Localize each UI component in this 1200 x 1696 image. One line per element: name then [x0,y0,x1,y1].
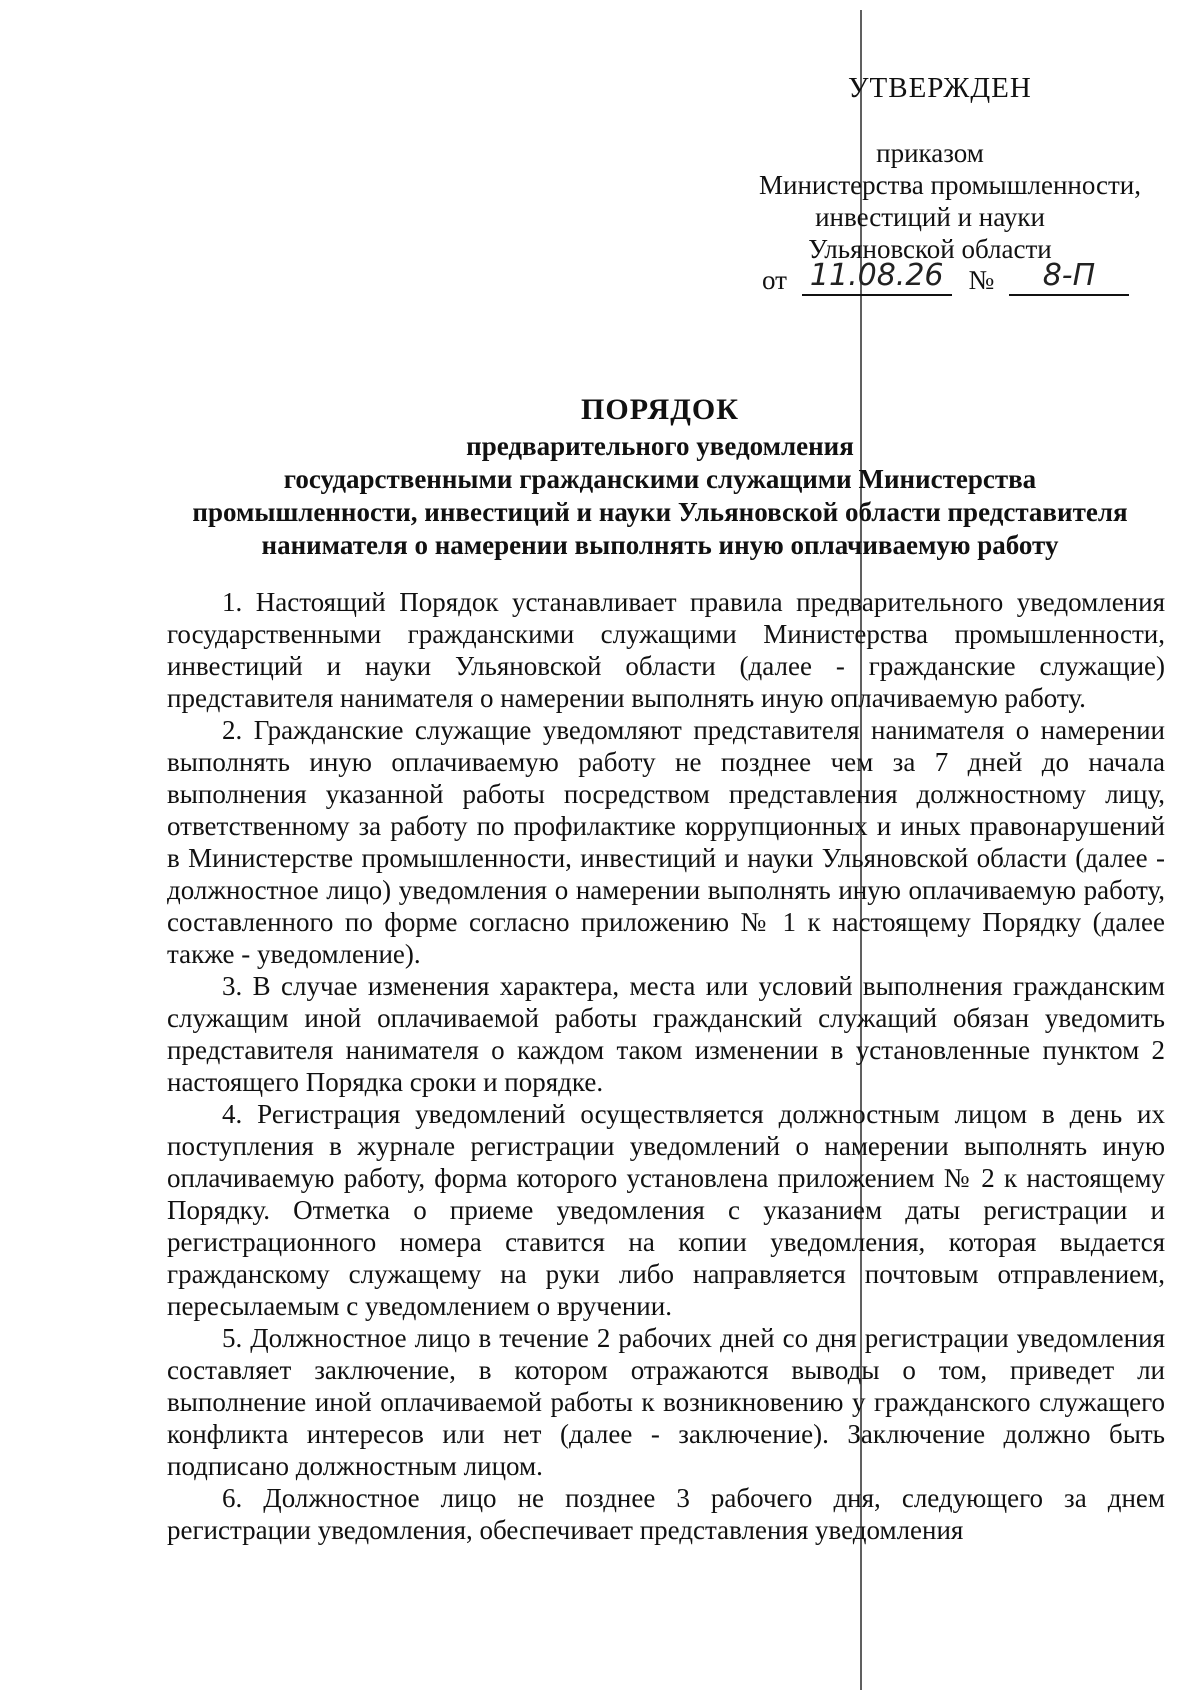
approval-line-order: приказом [876,138,984,168]
number-sign: № [968,265,995,295]
paragraph-4: 4. Регистрация уведомлений осуществляется должностным лицом в день их поступления в журнале регистрации уведомлений о намерении выполнять иную оплачиваемую работу, форма которого установлена приложением № 2 к настоящему Порядку. Отметка о приеме уведомления с указанием даты регистрации и регистрационного номера ставится на копии уведомления, которая выдается гражданскому служащему на руки либо направляется почтовым отправлением, пересылаемым с уведомлением о вручении. [167,1099,1165,1321]
approval-line-region: Ульяновской области [808,234,1052,264]
paragraph-5: 5. Должностное лицо в течение 2 рабочих дней со дня регистрации уведомления составляет заключение, в котором отражаются выводы о том, приведет ли выполнение иной оплачиваемой работы к возникновению у гражданского служащего конфликта интересов или нет (далее - заключение). Заключение должно быть подписано должностным лицом. [167,1323,1165,1481]
title-subtitle-line: нанимателя о намерении выполнять иную оплачиваемую работу [261,530,1059,560]
order-date-row [762,258,1129,298]
paragraph-2: 2. Гражданские служащие уведомляют представителя нанимателя о намерении выполнять иную оплачиваемую работу не позднее чем за 7 дней до начала выполнения указанной работы посредством представления должностному лицу, ответственному за работу по профилактике коррупционных и иных правонарушений в Министерстве промышленности, инвестиций и науки Ульяновской области (далее - должностное лицо) уведомления о намерении выполнять иную оплачиваемую работу, составленного по форме согласно приложению № 1 к настоящему Порядку (далее также - уведомление). [167,715,1165,969]
handwritten-date: 11.08.26 [802,258,952,296]
approval-heading: УТВЕРЖДЕН [848,72,1032,104]
paragraph-6: 6. Должностное лицо не позднее 3 рабочего дня, следующего за днем регистрации уведомления, обеспечивает представления уведомления [167,1483,1165,1545]
paragraph-1: 1. Настоящий Порядок устанавливает правила предварительного уведомления государственными гражданскими служащими Министерства промышленности, инвестиций и науки Ульяновской области (далее - гражданские служащие) представителя нанимателя о намерении выполнять иную оплачиваемую работу. [167,587,1165,713]
document-title [160,390,1160,562]
title-heading: ПОРЯДОК [581,393,739,426]
title-subtitle-line: государственными гражданскими служащими Министерства [283,464,1037,494]
document-body [167,586,1165,1546]
approval-line-investments: инвестиций и науки [815,202,1045,232]
title-subtitle-line: промышленности, инвестиций и науки Ульяновской области представителя [192,497,1128,527]
approval-line-ministry: Министерства промышленности, [759,170,1141,200]
from-label: от [762,265,787,295]
handwritten-order-number: 8-П [1009,258,1129,296]
title-subtitle-line: предварительного уведомления [466,431,854,461]
paragraph-3: 3. В случае изменения характера, места или условий выполнения гражданским служащим иной оплачиваемой работы гражданский служащий обязан уведомить представителя нанимателя о каждом таком изменении в установленные пунктом 2 настоящего Порядка сроки и порядке. [167,971,1165,1097]
